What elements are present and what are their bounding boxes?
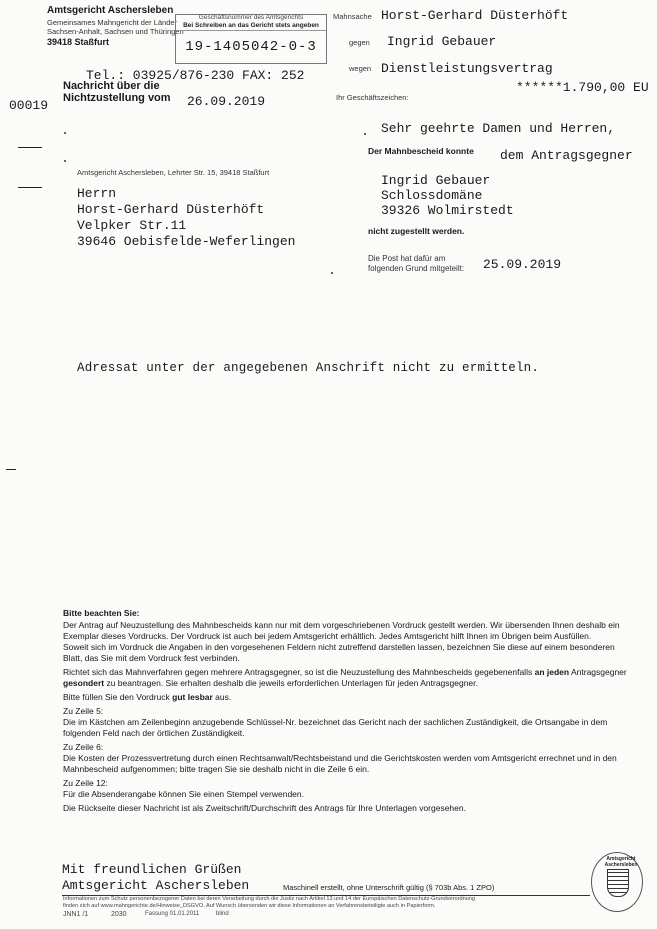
hints-p3-post: zu beantragen. Sie erhalten deshalb die jeweils erforderlichen Unterlagen für jeden Antragsgegner. — [106, 678, 478, 688]
footer-privacy-1: Informationen zum Schutz personenbezogener Daten bei deren Verarbeitung durch die Justiz nach Artikel 13 und 14 der Europäischen Datenschutz-Grundverordnung — [63, 896, 476, 902]
seal-arc-text: Amtsgericht Aschersleben — [604, 856, 638, 868]
hints-zeile12-text: Für die Absenderangabe können Sie einen Stempel verwenden. — [63, 789, 305, 799]
sender-line: Amtsgericht Aschersleben, Lehrter Str. 15, 39418 Staßfurt — [77, 168, 270, 177]
label-gegen: gegen — [349, 38, 370, 47]
court-city: 39418 Staßfurt — [47, 37, 110, 47]
salutation: Sehr geehrte Damen und Herren, — [381, 121, 616, 136]
post-label-1: Die Post hat dafür am — [368, 254, 446, 263]
notice-title-1: Nachricht über die — [63, 80, 160, 92]
hints-zeile5-text: Die im Kästchen am Zeilenbeginn anzugebende Schlüssel-Nr. bezeichnet das Gericht nach der sachlichen Zuständigkeit, die Ortsangabe in dem folgenden Feld nach der örtlichen Zuständigkeit. — [63, 717, 608, 738]
dem-antragsgegner: dem Antragsgegner — [500, 148, 633, 163]
closing-line-1: Mit freundlichen Grüßen — [62, 862, 242, 877]
case-number: 19-1405042-0-3 — [185, 39, 317, 55]
recipient-line-4: 39646 Oebisfelde-Weferlingen — [77, 234, 296, 249]
hints-paragraph-3 — [63, 667, 635, 689]
closing-line-2: Amtsgericht Aschersleben — [62, 878, 250, 893]
machine-note: Maschinell erstellt, ohne Unterschrift gültig (§ 703b Abs. 1 ZPO) — [283, 883, 495, 892]
court-name: Amtsgericht Aschersleben — [47, 5, 174, 16]
hints-p3-mid: Antragsgegner — [570, 667, 627, 677]
post-date: 25.09.2019 — [483, 257, 562, 272]
fold-mark-1 — [18, 147, 42, 148]
dot-4 — [364, 133, 366, 135]
hints-paragraph-4 — [63, 692, 635, 703]
court-phone: Tel.: 03925/876-230 FAX: 252 — [86, 68, 305, 83]
dot-3 — [331, 272, 333, 274]
notice-number: 00019 — [9, 98, 49, 113]
recipient-line-2: Horst-Gerhard Düsterhöft — [77, 202, 265, 217]
respondent-name: Ingrid Gebauer — [387, 34, 497, 49]
dot-2 — [64, 160, 66, 162]
hints-last-paragraph: Die Rückseite dieser Nachricht ist als Zweitschrift/Durchschrift des Antrags für Ihre Unterlagen vorgesehen. — [63, 803, 466, 813]
label-mahnsache: Mahnsache — [333, 12, 372, 21]
hints-section — [63, 608, 635, 817]
footer-form-id: JNN1 /1 — [63, 911, 89, 918]
notice-date: 26.09.2019 — [187, 94, 266, 109]
punch-mark — [6, 469, 16, 470]
hints-p3-bold-1: an jeden — [534, 667, 570, 677]
hints-p4-post: aus. — [215, 692, 232, 702]
non-delivery-reason: Adressat unter der angegebenen Anschrift nicht zu ermitteln. — [77, 361, 540, 375]
nicht-zugestellt: nicht zugestellt werden. — [368, 226, 465, 236]
footer-form-no: 2030 — [111, 911, 127, 918]
label-wegen: wegen — [349, 64, 372, 73]
footer-blind: blind — [216, 911, 229, 917]
hints-paragraph-2: Soweit sich im Vordruck die Angaben in den vorgesehenen Feldern nicht zutreffend darstellen lassen, bezeichnen Sie diese auf einem besonderen Blatt, das Sie mit dem Vordruck fest verbinden. — [63, 642, 615, 663]
addressee-line-3: 39326 Wolmirstedt — [381, 203, 514, 218]
label-mahnbescheid: Der Mahnbescheid konnte — [368, 146, 474, 156]
case-number-box — [175, 14, 327, 64]
claimant-name: Horst-Gerhard Düsterhöft — [381, 8, 569, 23]
court-seal — [591, 852, 643, 912]
hints-paragraph-1: Der Antrag auf Neuzustellung des Mahnbescheids kann nur mit dem vorgeschriebenen Vordruck gestellt werden. Wir übersenden Ihnen deshalb ein Exemplar dieses Vordrucks. Der Vordruck ist auch bei jedem Amtsgericht erhältlich. Jedes Amtsgericht hilft Ihnen im Übrigen beim Ausfüllen. — [63, 620, 620, 641]
case-amount: ******1.790,00 EU — [516, 80, 649, 95]
addressee-line-1: Ingrid Gebauer — [381, 173, 491, 188]
dot-1 — [64, 132, 66, 134]
addressee-line-2: Schlossdomäne — [381, 188, 483, 203]
hints-p4-pre: Bitte füllen Sie den Vordruck — [63, 692, 170, 702]
notice-title-2: Nichtzustellung vom — [63, 92, 171, 104]
court-subline-2: Sachsen-Anhalt, Sachsen und Thüringen — [47, 27, 184, 36]
hints-title: Bitte beachten Sie: — [63, 608, 140, 618]
seal-shield-icon — [607, 869, 629, 897]
hints-zeile6-text: Die Kosten der Prozessvertretung durch einen Rechtsanwalt/Rechtsbeistand und die Gerichtskosten werden vom Amtsgericht errechnet und in den Mahnbescheid aufgenommen; bitte tragen Sie sie deshalb nicht in die Zeile 6 ein. — [63, 753, 617, 774]
recipient-line-1: Herrn — [77, 186, 117, 201]
fold-mark-2 — [18, 187, 42, 188]
court-subline-1: Gemeinsames Mahngericht der Länder — [47, 18, 178, 27]
footer-fassung: Fassung 01.01.2011 — [145, 911, 200, 917]
case-number-caption-2: Bei Schreiben an das Gericht stets angeben — [176, 22, 326, 31]
hints-p3-bold-2: gesondert — [63, 678, 105, 688]
hints-zeile6-title: Zu Zeile 6: — [63, 742, 104, 752]
hints-p3-pre: Richtet sich das Mahnverfahren gegen mehrere Antragsgegner, so ist die Neuzustellung des Mahnbescheids gegebenenfalls — [63, 667, 533, 677]
hints-p4-bold: gut lesbar — [172, 692, 213, 702]
hints-zeile12-title: Zu Zeile 12: — [63, 778, 108, 788]
label-ihr-zeichen: Ihr Geschäftszeichen: — [336, 93, 409, 102]
post-label-2: folgenden Grund mitgeteilt: — [368, 264, 465, 273]
case-subject: Dienstleistungsvertrag — [381, 61, 553, 76]
hints-zeile5-title: Zu Zeile 5: — [63, 706, 104, 716]
recipient-line-3: Velpker Str.11 — [77, 218, 187, 233]
footer-privacy-2: finden sich auf www.mahngerichte.de/Hinweise_DSGVO. Auf Wunsch übersenden wir diese Informationen an Verfahrensbeteiligte auch in Papierform. — [63, 903, 436, 909]
case-number-caption: Geschäftsnummer des Amtsgerichts — [198, 14, 304, 21]
